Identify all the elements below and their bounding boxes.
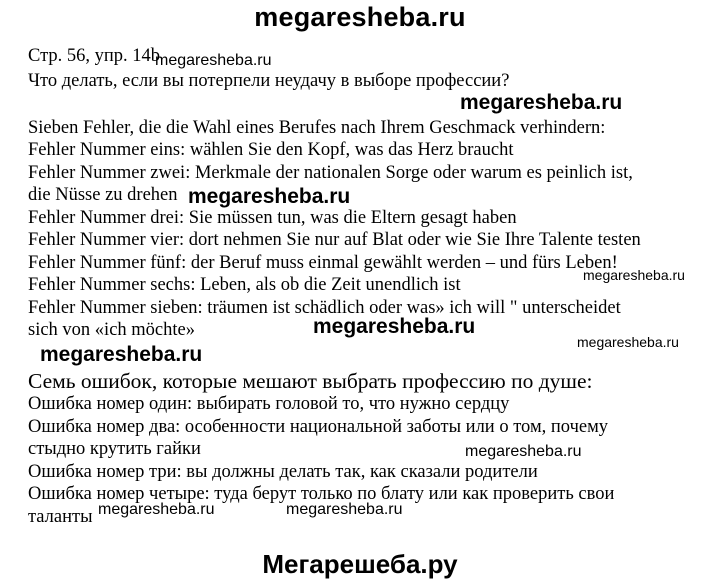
watermark: megaresheba.ru — [155, 52, 272, 69]
watermark: megaresheba.ru — [583, 267, 685, 283]
russian-line: Ошибка номер два: особенности национальной заботы или о том, почему — [28, 417, 609, 437]
german-line: Fehler Nummer fünf: der Beruf muss einmal gewählt werden – und fürs Leben! — [28, 253, 618, 273]
russian-line: таланты — [28, 507, 93, 527]
german-line: Fehler Nummer drei: Sie müssen tun, was die Eltern gesagt haben — [28, 208, 517, 228]
site-footer: Мегарешеба.ру — [262, 549, 458, 579]
watermark: megaresheba.ru — [460, 91, 623, 114]
watermark: megaresheba.ru — [577, 334, 679, 350]
german-line: Fehler Nummer vier: dort nehmen Sie nur auf Blat oder wie Sie Ihre Talente testen — [28, 230, 641, 250]
russian-title: Семь ошибок, которые мешают выбрать профессию по душе: — [28, 369, 593, 393]
russian-line: Ошибка номер четыре: туда берут только по блату или как проверить свои — [28, 484, 615, 504]
german-line: die Nüsse zu drehen — [28, 185, 178, 205]
exercise-question: Что делать, если вы потерпели неудачу в выборе профессии? — [28, 71, 510, 91]
russian-line: стыдно крутить гайки — [28, 439, 201, 459]
watermark: megaresheba.ru — [313, 315, 476, 338]
watermark: megaresheba.ru — [465, 443, 582, 460]
russian-line: Ошибка номер три: вы должны делать так, как сказали родители — [28, 462, 538, 482]
german-line: Fehler Nummer sieben: träumen ist schädlich oder was» ich will " unterscheidet — [28, 298, 621, 318]
watermark: megaresheba.ru — [40, 343, 203, 366]
german-line: Fehler Nummer sechs: Leben, als ob die Zeit unendlich ist — [28, 275, 461, 295]
watermark: megaresheba.ru — [286, 501, 403, 518]
german-line: Sieben Fehler, die die Wahl eines Berufes nach Ihrem Geschmack verhindern: — [28, 118, 606, 138]
german-line: Fehler Nummer eins: wählen Sie den Kopf, was das Herz braucht — [28, 140, 514, 160]
german-line: Fehler Nummer zwei: Merkmale der nationalen Sorge oder warum es peinlich ist, — [28, 163, 633, 183]
russian-line: Ошибка номер один: выбирать головой то, что нужно сердцу — [28, 394, 510, 414]
german-line: sich von «ich möchte» — [28, 320, 195, 340]
watermark: megaresheba.ru — [98, 501, 215, 518]
watermark: megaresheba.ru — [188, 185, 351, 208]
site-header: megaresheba.ru — [254, 2, 466, 32]
exercise-ref: Стр. 56, упр. 14b — [28, 46, 161, 66]
